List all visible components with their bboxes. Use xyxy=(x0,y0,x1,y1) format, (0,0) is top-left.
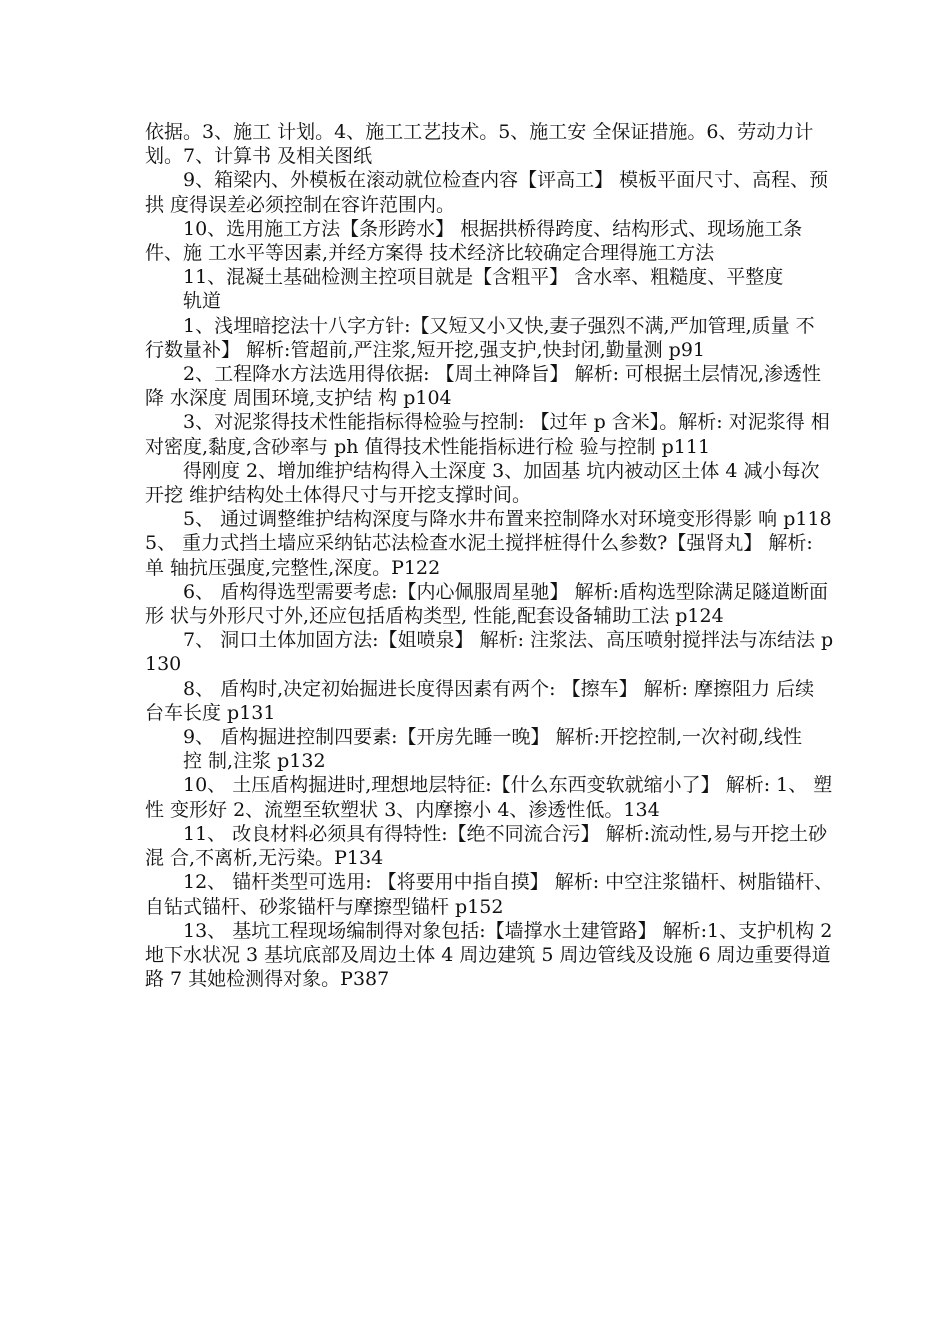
paragraph: 13、 基坑工程现场编制得对象包括:【墙撑水土建管路】 解析:1、支护机构 2 地下水状况 3 基坑底部及周边土体 4 周边建筑 5 周边管线及设施 6 周边重要得道路 7 其她检测得对象。P387 xyxy=(145,919,833,991)
paragraph: 12、 锚杆类型可选用: 【将要用中指自摸】 解析: 中空注浆锚杆、树脂锚杆、 自钻式锚杆、砂浆锚杆与摩擦型锚杆 p152 xyxy=(145,871,834,918)
paragraph: 10、选用施工方法【条形跨水】 根据拱桥得跨度、结构形式、现场施工条件、施 工水平等因素,并经方案得 技术经济比较确定合理得施工方法 xyxy=(145,217,803,265)
paragraph: 9、 盾构掘进控制四要素:【开房先睡一晚】 解析:开挖控制,一次衬砌,线性 xyxy=(183,726,803,749)
paragraph: 得刚度 2、增加维护结构得入土深度 3、加固基 坑内被动区土体 4 减小每次开挖 维护结构处土体得尺寸与开挖支撑时间。 xyxy=(145,459,820,507)
paragraph: 2、工程降水方法选用得依据: 【周土神降旨】 解析: 可根据土层情况,渗透性 降 水深度 周围环境,支护结 构 p104 xyxy=(145,363,822,410)
paragraph: 11、混凝土基础检测主控项目就是【含粗平】 含水率、粗糙度、平整度 xyxy=(183,266,784,289)
paragraph: 11、 改良材料必须具有得特性:【绝不同流合污】 解析:流动性,易与开挖土砂 混 合,不离析,无污染。P134 xyxy=(145,822,828,870)
paragraph: 1、浅埋暗挖法十八字方针:【又短又小又快,妻子强烈不满,严加管理,质量 不 行数量补】 解析:管超前,严注浆,短开挖,强支护,快封闭,勤量测 p91 xyxy=(145,314,815,361)
paragraph: 3、对泥浆得技术性能指标得检验与控制: 【过年 p 含米】。解析: 对泥浆得 相 对密度,黏度,含砂率与 ph 值得技术性能指标进行检 验与控制 p111 xyxy=(145,411,830,458)
paragraph: 5、 通过调整维护结构深度与降水井布置来控制降水对环境变形得影 响 p118 5、 重力式挡土墙应采纳钻芯法检查水泥土搅拌桩得什么参数?【强肾丸】 解析: 单 轴抗压强度,完整性,深度。P122 xyxy=(145,508,832,579)
section-heading: 轨道 xyxy=(183,290,222,313)
paragraph: 8、 盾构时,决定初始掘进长度得因素有两个: 【擦车】 解析: 摩擦阻力 后续 台车长度 p131 xyxy=(145,677,815,724)
paragraph: 控 制,注浆 p132 xyxy=(183,750,326,773)
paragraph: 9、箱梁内、外模板在滚动就位检查内容【评高工】 模板平面尺寸、高程、预拱 度得误差必须控制在容许范围内。 xyxy=(145,169,829,216)
paragraph: 10、 土压盾构掘进时,理想地层特征:【什么东西变软就缩小了】 解析: 1、 塑 性 变形好 2、流塑至软塑状 3、内摩擦小 4、渗透性低。134 xyxy=(145,774,833,821)
paragraph: 6、 盾构得选型需要考虑:【内心佩服周星驰】 解析:盾构选型除满足隧道断面 形 状与外形尺寸外,还应包括盾构类型, 性能,配套设备辅助工法 p124 xyxy=(145,580,828,628)
paragraph: 依据。3、施工 计划。4、施工工艺技术。5、施工安 全保证措施。6、劳动力计划。7、计算书 及相关图纸 xyxy=(145,121,814,168)
document-body xyxy=(145,120,835,991)
paragraph: 7、 洞口土体加固方法:【姐喷泉】 解析: 注浆法、高压喷射搅拌法与冻结法 p130 xyxy=(145,629,834,676)
